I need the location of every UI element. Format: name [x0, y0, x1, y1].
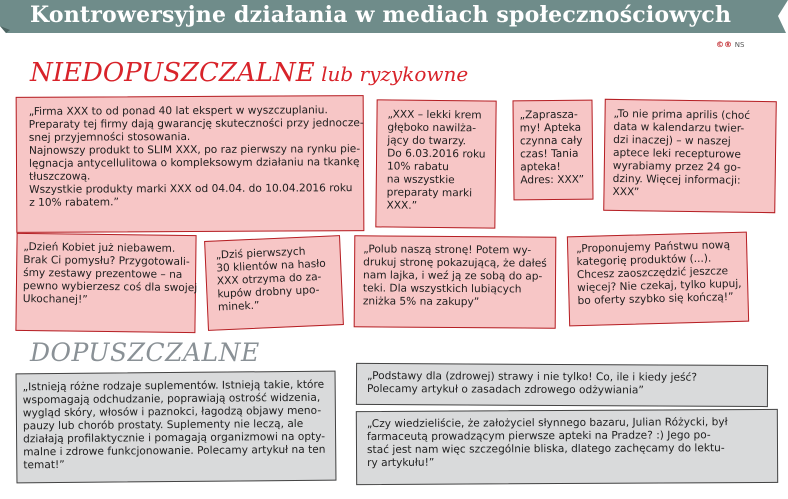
note-text: „To nie prima aprilis (choć data w kalendarzu twier- dzi inaczej) – w naszej aptece leki recepturowe wyrabiamy przez 24 go- dziny. Więcej informacji: XXX”	[612, 107, 751, 199]
note-text: „Podstawy dla (zdrowej) strawy i nie tylko! Co, ile i kiedy jeść? Polecamy artykuł o zasadach zdrowego odżywiania”	[366, 369, 698, 397]
note-text: „Firma XXX to od ponad 40 lat ekspert w wyszczuplaniu. Preparaty tej firmy dają gwarancję skuteczności przy jednocze- snej przyjemności stosowania. Najnowszy produkt to SLIM XXX, po raz pierwszy na rynku pie- lęgnacja antycellulitowa o kompleksowym działaniu na tkankę tłuszczową. Wszystkie produkty marki XXX od 04.04. do 10.04.2016 roku z 10% rabatem.”	[28, 104, 364, 209]
note-not-allowed	[354, 235, 557, 328]
page-title: Kontrowersyjne działania w mediach społecznościowych	[30, 2, 732, 28]
note-not-allowed	[375, 99, 496, 228]
section-title-sub: lub ryzykowne	[314, 62, 469, 86]
note-not-allowed	[512, 100, 593, 201]
note-text: „Istnieją różne rodzaje suplementów. Istnieją takie, które wspomagają odchudzanie, poprawiają ostrość widzenia, wygląd skóry, włosów i paznokci, łagodzą objawy meno- pauzy lub chorób prostaty. Suplementy nie leczą, ale działają profilaktycznie i pomagają organizmowi na opty- malne i zdrowe funkcjonowanie. Polecamy artykuł na ten temat!”	[22, 378, 326, 472]
note-not-allowed	[16, 95, 365, 233]
credit-author: NS	[734, 41, 745, 49]
note-text: „Proponujemy Państwu nową kategorię produktów (...). Chcesz zaoszczędzić jeszcze więcej? Nie czekaj, tylko kupuj, bo oferty szybko się kończą!”	[576, 239, 742, 308]
note-allowed	[356, 409, 778, 485]
section-title-allowed: DOPUSZCZALNE	[30, 338, 260, 367]
credit	[716, 40, 744, 49]
copyright-marks: ©®	[716, 40, 732, 49]
note-not-allowed	[15, 233, 196, 333]
note-text: „XXX – lekki krem głęboko nawilża- jący do twarzy. Do 6.03.2016 roku 10% rabatu na wszystkie preparaty marki XXX.”	[386, 108, 486, 212]
note-allowed	[356, 363, 768, 407]
section-title-main: NIEDOPUSZCZALNE	[30, 58, 315, 88]
note-text: „Dzień Kobiet już niebawem. Brak Ci pomysłu? Przygotowali- śmy zestawy prezentowe – na pewno wybierzesz coś dla swojej Ukochanej!”	[22, 240, 198, 306]
note-allowed	[16, 371, 337, 484]
note-text: „Dziś pierwszych 30 klientów na hasło XXX otrzyma do za- kupów drobny upo- minek.”	[215, 245, 327, 314]
note-text: „Zapraszа- my! Apteka czynna cały czas! Tania apteka! Adres: XXX”	[519, 108, 585, 187]
note-text: „Czy wiedzieliście, że założyciel słynnego bazaru, Julian Różycki, był farmaceutą prowadzącym pierwsze apteki na Pradze? :) Jego po- stać jest nam więc szczególnie bliska, dlatego zachęcamy do lektu- ry artykułu!”	[366, 416, 728, 470]
section-title-not-allowed	[30, 58, 468, 88]
note-not-allowed	[204, 235, 344, 331]
note-text: „Polub naszą stronę! Potem wy- drukuj stronę pokazującą, że dałeś nam lajka, i weź ją ze sobą do ap- teki. Dla wszystkich lubiących zniżka 5% na zakupy”	[362, 243, 547, 309]
note-not-allowed	[567, 232, 749, 327]
note-not-allowed	[603, 99, 777, 213]
